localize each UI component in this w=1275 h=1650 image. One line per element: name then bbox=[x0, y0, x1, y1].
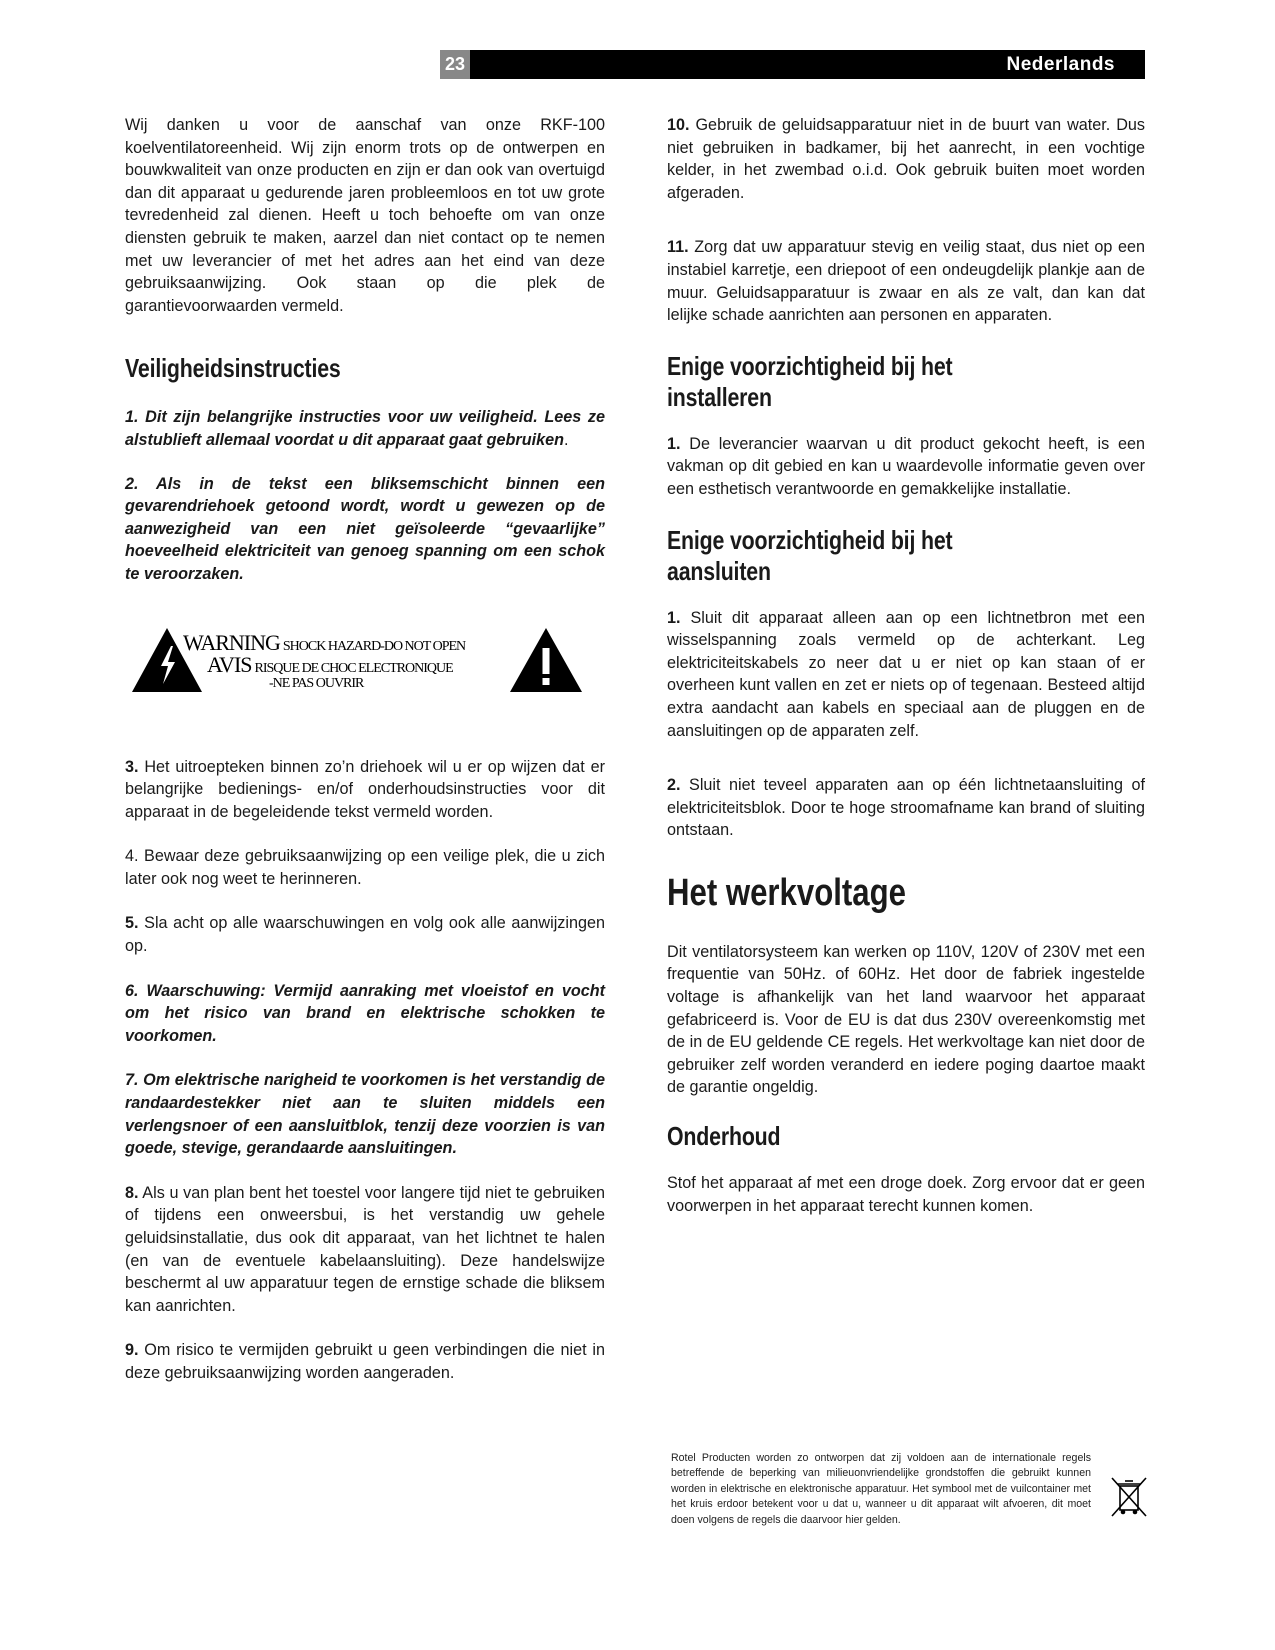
safety-item-6 bbox=[125, 980, 605, 1048]
safety-item-2 bbox=[125, 473, 605, 586]
item-number: 1. bbox=[667, 608, 681, 627]
safety-item-5 bbox=[125, 912, 605, 957]
safety-item-10 bbox=[667, 114, 1145, 204]
safety-item-8 bbox=[125, 1182, 605, 1318]
avis-text-2: -NE PAS OUVRIR bbox=[269, 675, 364, 691]
item-number: 5. bbox=[125, 914, 139, 933]
item-number: 1. bbox=[667, 434, 681, 453]
crossed-bin-icon bbox=[1110, 1476, 1148, 1518]
warning-text: SHOCK HAZARD-DO NOT OPEN bbox=[282, 638, 466, 654]
install-item-1 bbox=[667, 433, 1145, 501]
item-text: Sluit niet teveel apparaten aan op één lichtnetaansluiting of elektriciteitsblok. Door te hoge stroomafname kan brand of sluiting ontstaan. bbox=[667, 776, 1145, 840]
warning-label bbox=[131, 626, 583, 696]
item-text: Sla acht op alle waarschuwingen en volg ook alle aanwijzingen op. bbox=[125, 914, 606, 956]
header-bar bbox=[470, 50, 1145, 79]
weee-note: Rotel Producten worden zo ontworpen dat zij voldoen aan de internationale regels betreffende de beperking van milieuonvriendelijke grondstoffen die gebruikt kunnen worden in elektrische en elektronische apparatuur. Het symbool met de vuilcontainer met het kruis erdoor betekent voor u dat u, wanneer u dit apparaat wilt afvoeren, dit moet doen volgens de regels die daarvoor hier gelden. bbox=[671, 1452, 1091, 1526]
safety-item-11 bbox=[667, 236, 1145, 326]
item-text: Om elektrische narigheid te voorkomen is het verstandig de randaardestekker niet aan te sluiten middels een verlengsnoer of een aansluitblok, tenzij deze voorzien is van goede, stevige, gerandaarde aansluitingen. bbox=[125, 1071, 605, 1158]
item-text: Het uitroepteken binnen zo’n driehoek wil u er op wijzen dat er belangrijke bedienings- en/of onderhoudsinstructies voor dit apparaat in de begeleidende tekst vermeld worden. bbox=[125, 757, 605, 821]
item-text: Zorg dat uw apparatuur stevig en veilig staat, dus niet op een instabiel karretje, een driepoot of een ondeugdelijk plankje aan de muur. Geluidsapparatuur is zwaar en als ze valt, dan kan dat lelijke schade aanrichten aan personen en apparaten. bbox=[667, 238, 1146, 325]
safety-heading: Veiligheidsinstructies bbox=[125, 353, 341, 384]
install-heading: Enige voorzichtigheid bij het installeren bbox=[667, 350, 953, 412]
exclamation-triangle-icon bbox=[510, 628, 582, 692]
item-number: 9. bbox=[125, 1341, 139, 1360]
intro-paragraph: Wij danken u voor de aanschaf van onze RKF-100 koelventilatoreenheid. Wij zijn enorm trots op de ontwerpen en bouwkwaliteit van onze producten en zijn er dan ook van overtuigd dan dit apparaat u gedurende jaren probleemloos en tot uw grote tevredenheid zal dienen. Heeft u toch behoefte om van onze diensten gebruik te maken, aarzel dan niet contact op te nemen met uw leverancier of met het adres aan het eind van deze gebruiksaanwijzing. Ook staan op die plek de garantievoorwaarden vermeld. bbox=[125, 116, 605, 315]
item-text: Waarschuwing: Vermijd aanraking met vloeistof en vocht om het risico van brand en elektrische schokken te voorkomen. bbox=[125, 981, 606, 1045]
warning-word: WARNING bbox=[183, 629, 280, 655]
item-end: . bbox=[563, 430, 569, 449]
item-text: Om risico te vermijden gebruikt u geen verbindingen die niet in deze gebruiksaanwijzing worden aangeraden. bbox=[125, 1341, 605, 1382]
item-text: Gebruik de geluidsapparatuur niet in de buurt van water. Dus niet gebruiken in badkamer, bij het aanrecht, in een vochtige kelder, in het zwembad o.i.d. Ook gebruik buiten moet worden afgeraden. bbox=[667, 116, 1145, 202]
safety-item-7 bbox=[125, 1069, 605, 1159]
safety-item-3 bbox=[125, 756, 605, 824]
connect-item-1 bbox=[667, 607, 1145, 743]
safety-item-1 bbox=[125, 406, 605, 451]
item-number: 1. bbox=[125, 408, 139, 427]
item-number: 3. bbox=[125, 757, 139, 776]
page-number: 23 bbox=[440, 50, 470, 79]
warning-line-fr bbox=[207, 652, 453, 678]
left-column bbox=[125, 114, 605, 1385]
item-number: 6. bbox=[125, 981, 139, 1000]
safety-item-9 bbox=[125, 1339, 605, 1384]
item-number: 2. bbox=[125, 474, 139, 493]
maintenance-heading: Onderhoud bbox=[667, 1121, 781, 1152]
connect-heading: Enige voorzichtigheid bij het aansluiten bbox=[667, 524, 953, 586]
right-column bbox=[667, 114, 1145, 1217]
safety-item-4: 4. Bewaar deze gebruiksaanwijzing op een veilige plek, die u zich later ook nog weet te herinneren. bbox=[125, 847, 605, 888]
item-number: 7. bbox=[125, 1071, 139, 1090]
item-number: 8. bbox=[125, 1183, 139, 1202]
item-number: 10. bbox=[667, 116, 690, 134]
item-number: 2. bbox=[667, 776, 681, 795]
maintenance-paragraph: Stof het apparaat af met een droge doek. Zorg ervoor dat er geen voorwerpen in het apparaat terecht kunnen komen. bbox=[667, 1174, 1145, 1215]
item-number: 11. bbox=[667, 238, 689, 257]
item-text: De leverancier waarvan u dit product gekocht heeft, is een vakman op dit gebied en kan u waardevolle informatie geven over een esthetisch verantwoorde en gemakkelijke installatie. bbox=[667, 434, 1145, 498]
avis-text: RISQUE DE CHOC ELECTRONIQUE bbox=[254, 660, 453, 676]
language-label: Nederlands bbox=[1006, 54, 1115, 75]
item-text: Sluit dit apparaat alleen aan op een lichtnetbron met een wisselspanning zoals vermeld op de achterkant. Leg elektriciteitskabels zo neer dat u er niet op kan staan of er overheen kunt vallen en zet er niets op of tegenaan. Besteed altijd extra aandacht aan kabels en speciaal aan de pluggen en de aansluitingen op de apparaten zelf. bbox=[667, 608, 1146, 740]
item-text: Als u van plan bent het toestel voor langere tijd niet te gebruiken of tijdens een onweersbui, is het verstandig uw gehele geluidsinstallatie, dus ook dit apparaat, van het lichtnet te halen (en van de eventuele kabelaansluiting). Deze handelswijze beschermt al uw apparatuur tegen de ernstige schade die bliksem kan aanrichten. bbox=[125, 1183, 606, 1315]
connect-item-2 bbox=[667, 774, 1145, 842]
item-text: Dit zijn belangrijke instructies voor uw veiligheid. Lees ze alstublieft allemaal voordat u dit apparaat gaat gebruiken bbox=[125, 408, 605, 449]
voltage-heading: Het werkvoltage bbox=[667, 871, 906, 914]
voltage-paragraph: Dit ventilatorsysteem kan werken op 110V, 120V of 230V met een frequentie van 50Hz. of 60Hz. Het door de fabriek ingestelde voltage is afhankelijk van het land waarvoor het apparaat gefabriceerd is. Voor de EU is dat dus 230V overeenkomstig met de in de EU geldende CE regels. Het werkvoltage kan niet door de gebruiker zelf worden veranderd en iedere poging daartoe maakt de garantie ongeldig. bbox=[667, 942, 1145, 1097]
avis-word: AVIS bbox=[207, 651, 252, 677]
item-text: Als in de tekst een bliksemschicht binnen een gevarendriehoek getoond wordt, wordt u gewezen op de aanwezigheid van een niet geïsoleerde “gevaarlijke” hoeveelheid elektriciteit van genoeg spanning om een schok te veroorzaken. bbox=[125, 474, 605, 583]
